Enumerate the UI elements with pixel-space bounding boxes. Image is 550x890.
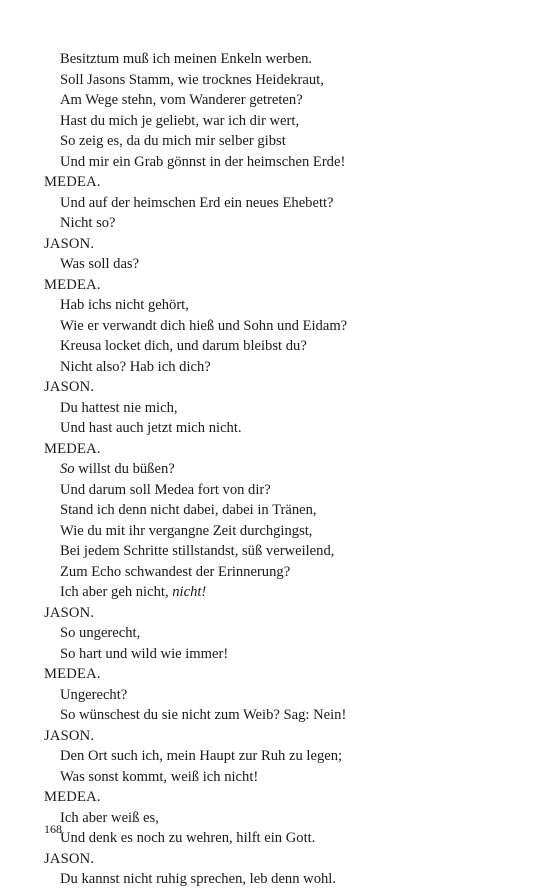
line-text: Besitztum muß ich meinen Enkeln werben. [60,51,313,67]
page-text [44,49,514,890]
verse-line [44,398,514,419]
verse-line [44,131,514,152]
line-text: Was sonst kommt, weiß ich nicht! [60,768,259,785]
verse-line [44,316,514,337]
speaker-name [44,664,514,685]
line-text: MEDEA. [44,174,101,190]
speaker-name [44,849,514,870]
line-text: Wie er verwandt dich hieß und Sohn und Eidam? [60,317,348,334]
speaker-name [44,275,514,296]
speaker-name [44,603,514,624]
line-text: JASON. [44,727,95,744]
verse-line [44,746,514,767]
line-text: JASON. [44,604,95,621]
verse-line [44,808,514,829]
verse-line [44,541,514,562]
line-text: So zeig es, da du mich mir selber gibst [60,133,286,149]
verse-line [44,418,514,439]
speaker-name [44,787,514,808]
line-text: Soll Jasons Stamm, wie trocknes Heidekraut, [60,71,324,88]
line-text: Am Wege stehn, vom Wanderer getreten? [60,92,303,108]
verse-line [44,582,514,603]
line-text: JASON. [44,379,95,395]
verse-line [44,193,514,214]
line-text: Hab ichs nicht gehört, [60,297,189,313]
verse-line [44,767,514,788]
line-text: Bei jedem Schritte stillstandst, süß verweilend, [60,543,335,559]
verse-line [44,90,514,111]
verse-line [44,152,514,173]
line-text: Den Ort such ich, mein Haupt zur Ruh zu legen; [60,748,343,764]
line-text: Und denk es noch zu wehren, hilft ein Gott. [60,830,316,846]
line-text: So hart und wild wie immer! [60,645,229,662]
verse-line [44,336,514,357]
page-number: 168 [44,822,62,836]
verse-line [44,254,514,275]
line-text: Nicht so? [60,215,116,231]
verse-line [44,685,514,706]
line-text: JASON. [44,235,95,252]
line-text: Hast du mich je geliebt, war ich dir wert, [60,112,300,129]
line-text: Was soll das? [60,256,140,272]
line-text: Und hast auch jetzt mich nicht. [60,420,242,436]
line-text: Du hattest nie mich, [60,399,178,416]
verse-line [44,357,514,378]
line-text: JASON. [44,850,95,867]
line-text: Stand ich denn nicht dabei, dabei in Tränen, [60,502,317,518]
line-text: MEDEA. [44,440,101,457]
line-text: So ungerecht, [60,625,141,641]
verse-line [44,49,514,70]
line-text: Du kannst nicht ruhig sprechen, leb denn wohl. [60,871,337,887]
verse-line [44,213,514,234]
speaker-name [44,234,514,255]
speaker-name [44,439,514,460]
emphasis-text: So [60,461,75,477]
verse-line [44,869,514,890]
line-text: willst du büßen? [74,461,175,477]
verse-line [44,562,514,583]
emphasis-text: nicht! [172,584,207,600]
line-text: MEDEA. [44,789,101,805]
line-text: Nicht also? Hab ich dich? [60,358,211,375]
verse-line [44,644,514,665]
verse-line [44,705,514,726]
verse-line [44,828,514,849]
verse-line [44,623,514,644]
line-text: So wünschest du sie nicht zum Weib? Sag: Nein! [60,707,347,723]
verse-line [44,480,514,501]
speaker-name [44,726,514,747]
speaker-name [44,377,514,398]
line-text: Und auf der heimschen Erd ein neues Ehebett? [60,194,334,211]
verse-line [44,521,514,542]
line-text: Zum Echo schwandest der Erinnerung? [60,563,291,580]
verse-line [44,459,514,480]
verse-line [44,70,514,91]
verse-line [44,295,514,316]
line-text: Und darum soll Medea fort von dir? [60,481,271,498]
verse-line [44,111,514,132]
line-text: Wie du mit ihr vergangne Zeit durchgingst, [60,522,313,539]
line-text: Ich aber weiß es, [60,809,159,826]
line-text: Und mir ein Grab gönnst in der heimschen Erde! [60,153,346,170]
verse-line [44,500,514,521]
line-text: MEDEA. [44,666,101,682]
line-text: MEDEA. [44,276,101,293]
speaker-name [44,172,514,193]
line-text: Ich aber geh nicht, [60,584,173,600]
line-text: Kreusa locket dich, und darum bleibst du? [60,338,307,354]
line-text: Ungerecht? [60,686,128,703]
